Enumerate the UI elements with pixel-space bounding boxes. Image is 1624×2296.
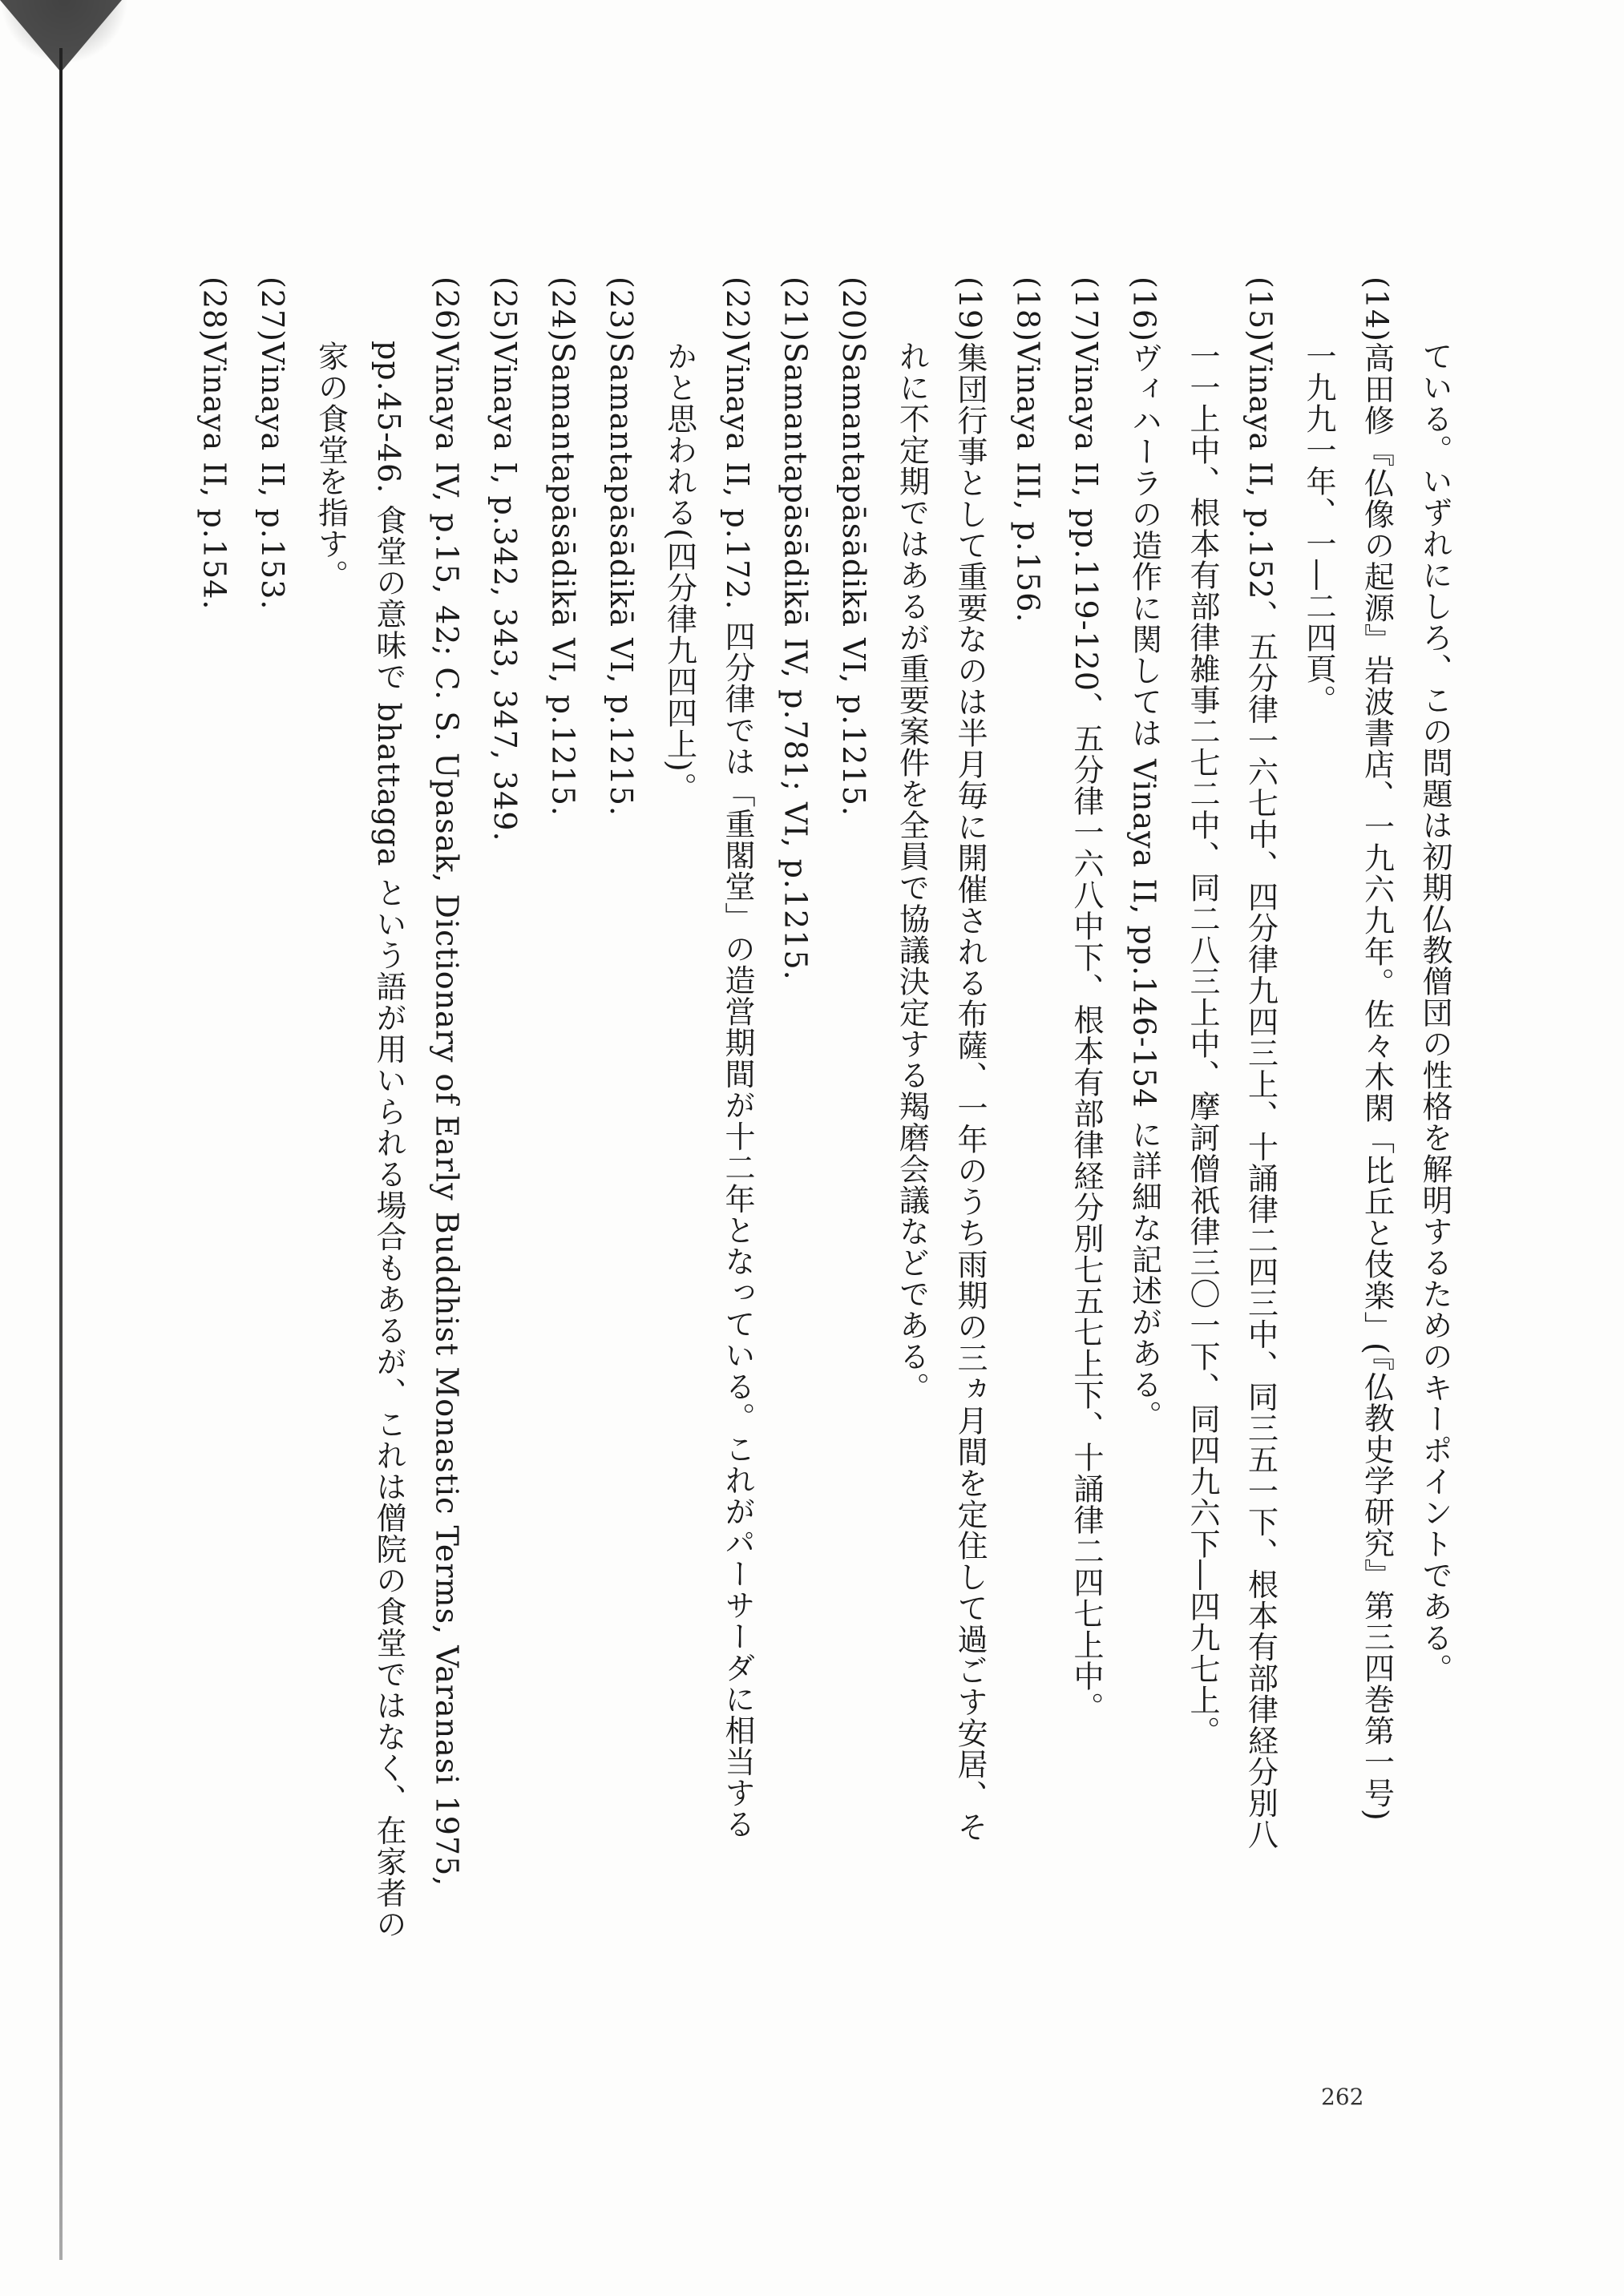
footnote-text: 高田修『仏像の起源』岩波書店、一九六九年。佐々木閑「比丘と伎楽」(『仏教史学研究』第三四巻第一号) — [1359, 342, 1395, 1822]
footnote-text: 家の食堂を指す。 — [313, 341, 349, 591]
footnote-number: (20) — [836, 276, 871, 343]
footnote-text: Samantapāsādikā VI, p.1215. — [545, 342, 581, 817]
footnote-text: ヴィハーラの造作に関しては Vinaya II, pp.146-154 に詳細な記述がある。 — [1126, 342, 1162, 1432]
footnote-text: Vinaya II, p.153. — [255, 342, 290, 611]
footnote-line — [650, 276, 709, 2080]
footnote-line — [301, 276, 360, 2080]
footnote-line — [1231, 276, 1290, 2080]
footnote-line — [1115, 276, 1174, 2080]
footnote-number: (27) — [255, 276, 290, 343]
footnote-line — [360, 276, 418, 2080]
footnote-number: (16) — [1126, 276, 1162, 343]
footnote-text: Vinaya II, pp.119-120、五分律一六八中下、根本有部律経分別七五七上下、十誦律二四七上中。 — [1069, 342, 1104, 1724]
footnote-text: 集団行事として重要なのは半月毎に開催される布薩、一年のうち雨期の三ヵ月間を定住して過ごす安居、そ — [952, 342, 988, 1843]
footnote-number: (25) — [487, 276, 523, 343]
footnote-line — [1406, 276, 1464, 2080]
footnote-text: 一一上中、根本有部律雑事二七二中、同二八三上中、摩訶僧祇律三〇一下、同四九六下―四九七上。 — [1185, 341, 1220, 1747]
footnote-text: Samantapāsādikā IV, p.781; VI, p.1215. — [778, 342, 814, 981]
footnote-text: ている。いずれにしろ、この問題は初期仏教僧団の性格を解明するためのキーポイントである。 — [1417, 341, 1452, 1685]
footnote-number: (15) — [1242, 276, 1279, 343]
binding-edge-line — [59, 48, 63, 2260]
footnote-line — [1174, 276, 1232, 2080]
footnote-text-block — [185, 276, 1464, 2080]
footnote-line — [1290, 276, 1348, 2080]
footnote-line — [999, 276, 1057, 2080]
footnote-text: Samantapāsādikā VI, p.1215. — [604, 342, 639, 817]
footnote-number: (23) — [604, 276, 639, 343]
page-number: 262 — [1321, 2084, 1364, 2110]
footnote-text: Vinaya II, p.154. — [196, 342, 232, 611]
footnote-line — [476, 276, 535, 2080]
footnote-text: Vinaya II, p.152、五分律一六七中、四分律九四三上、十誦律二四三中、同三五一下、根本有部律経分別八 — [1242, 342, 1279, 1850]
footnote-text: 一九九一年、一―二四頁。 — [1301, 341, 1336, 716]
footnote-line — [1347, 276, 1406, 2080]
footnote-text: Vinaya II, p.172. 四分律では「重閣堂」の造営期間が十二年となっている。これがパーサーダに相当する — [720, 342, 755, 1840]
footnote-text: pp.45-46. 食堂の意味で bhattagga という語が用いられる場合もあるが、これは僧院の食堂ではなく、在家者の — [371, 341, 406, 1940]
footnote-text: れに不定期ではあるが重要案件を全員で協議決定する羯磨会議などである。 — [894, 341, 930, 1403]
footnote-number: (17) — [1069, 276, 1104, 343]
footnote-number: (26) — [429, 276, 465, 343]
footnote-line — [825, 276, 883, 2080]
footnote-line — [883, 276, 941, 2080]
footnote-number: (18) — [1010, 276, 1046, 343]
footnote-number: (22) — [720, 276, 755, 343]
footnote-number: (21) — [778, 276, 814, 343]
footnote-line — [766, 276, 825, 2080]
footnote-number: (14) — [1359, 276, 1395, 343]
footnote-line — [1057, 276, 1116, 2080]
footnote-text: Vinaya III, p.156. — [1010, 342, 1046, 623]
footnote-line — [592, 276, 651, 2080]
footnote-line — [534, 276, 592, 2080]
footnote-text: Vinaya I, p.342, 343, 347, 349. — [487, 342, 523, 842]
footnote-text: かと思われる(四分律九四四上)。 — [661, 341, 697, 804]
footnote-number: (24) — [545, 276, 581, 343]
footnote-number: (19) — [952, 276, 988, 343]
footnote-number: (28) — [196, 276, 232, 343]
footnote-text: Samantapāsādikā VI, p.1215. — [836, 342, 871, 817]
footnote-line — [941, 276, 1000, 2080]
footnote-line — [418, 276, 476, 2080]
footnote-line — [244, 276, 302, 2080]
footnote-line — [185, 276, 244, 2080]
footnote-text: Vinaya IV, p.15, 42; C. S. Upasak, Dictionary of Early Buddhist Monastic Terms, Varanasi 1975, — [429, 342, 465, 1887]
footnote-line — [709, 276, 767, 2080]
